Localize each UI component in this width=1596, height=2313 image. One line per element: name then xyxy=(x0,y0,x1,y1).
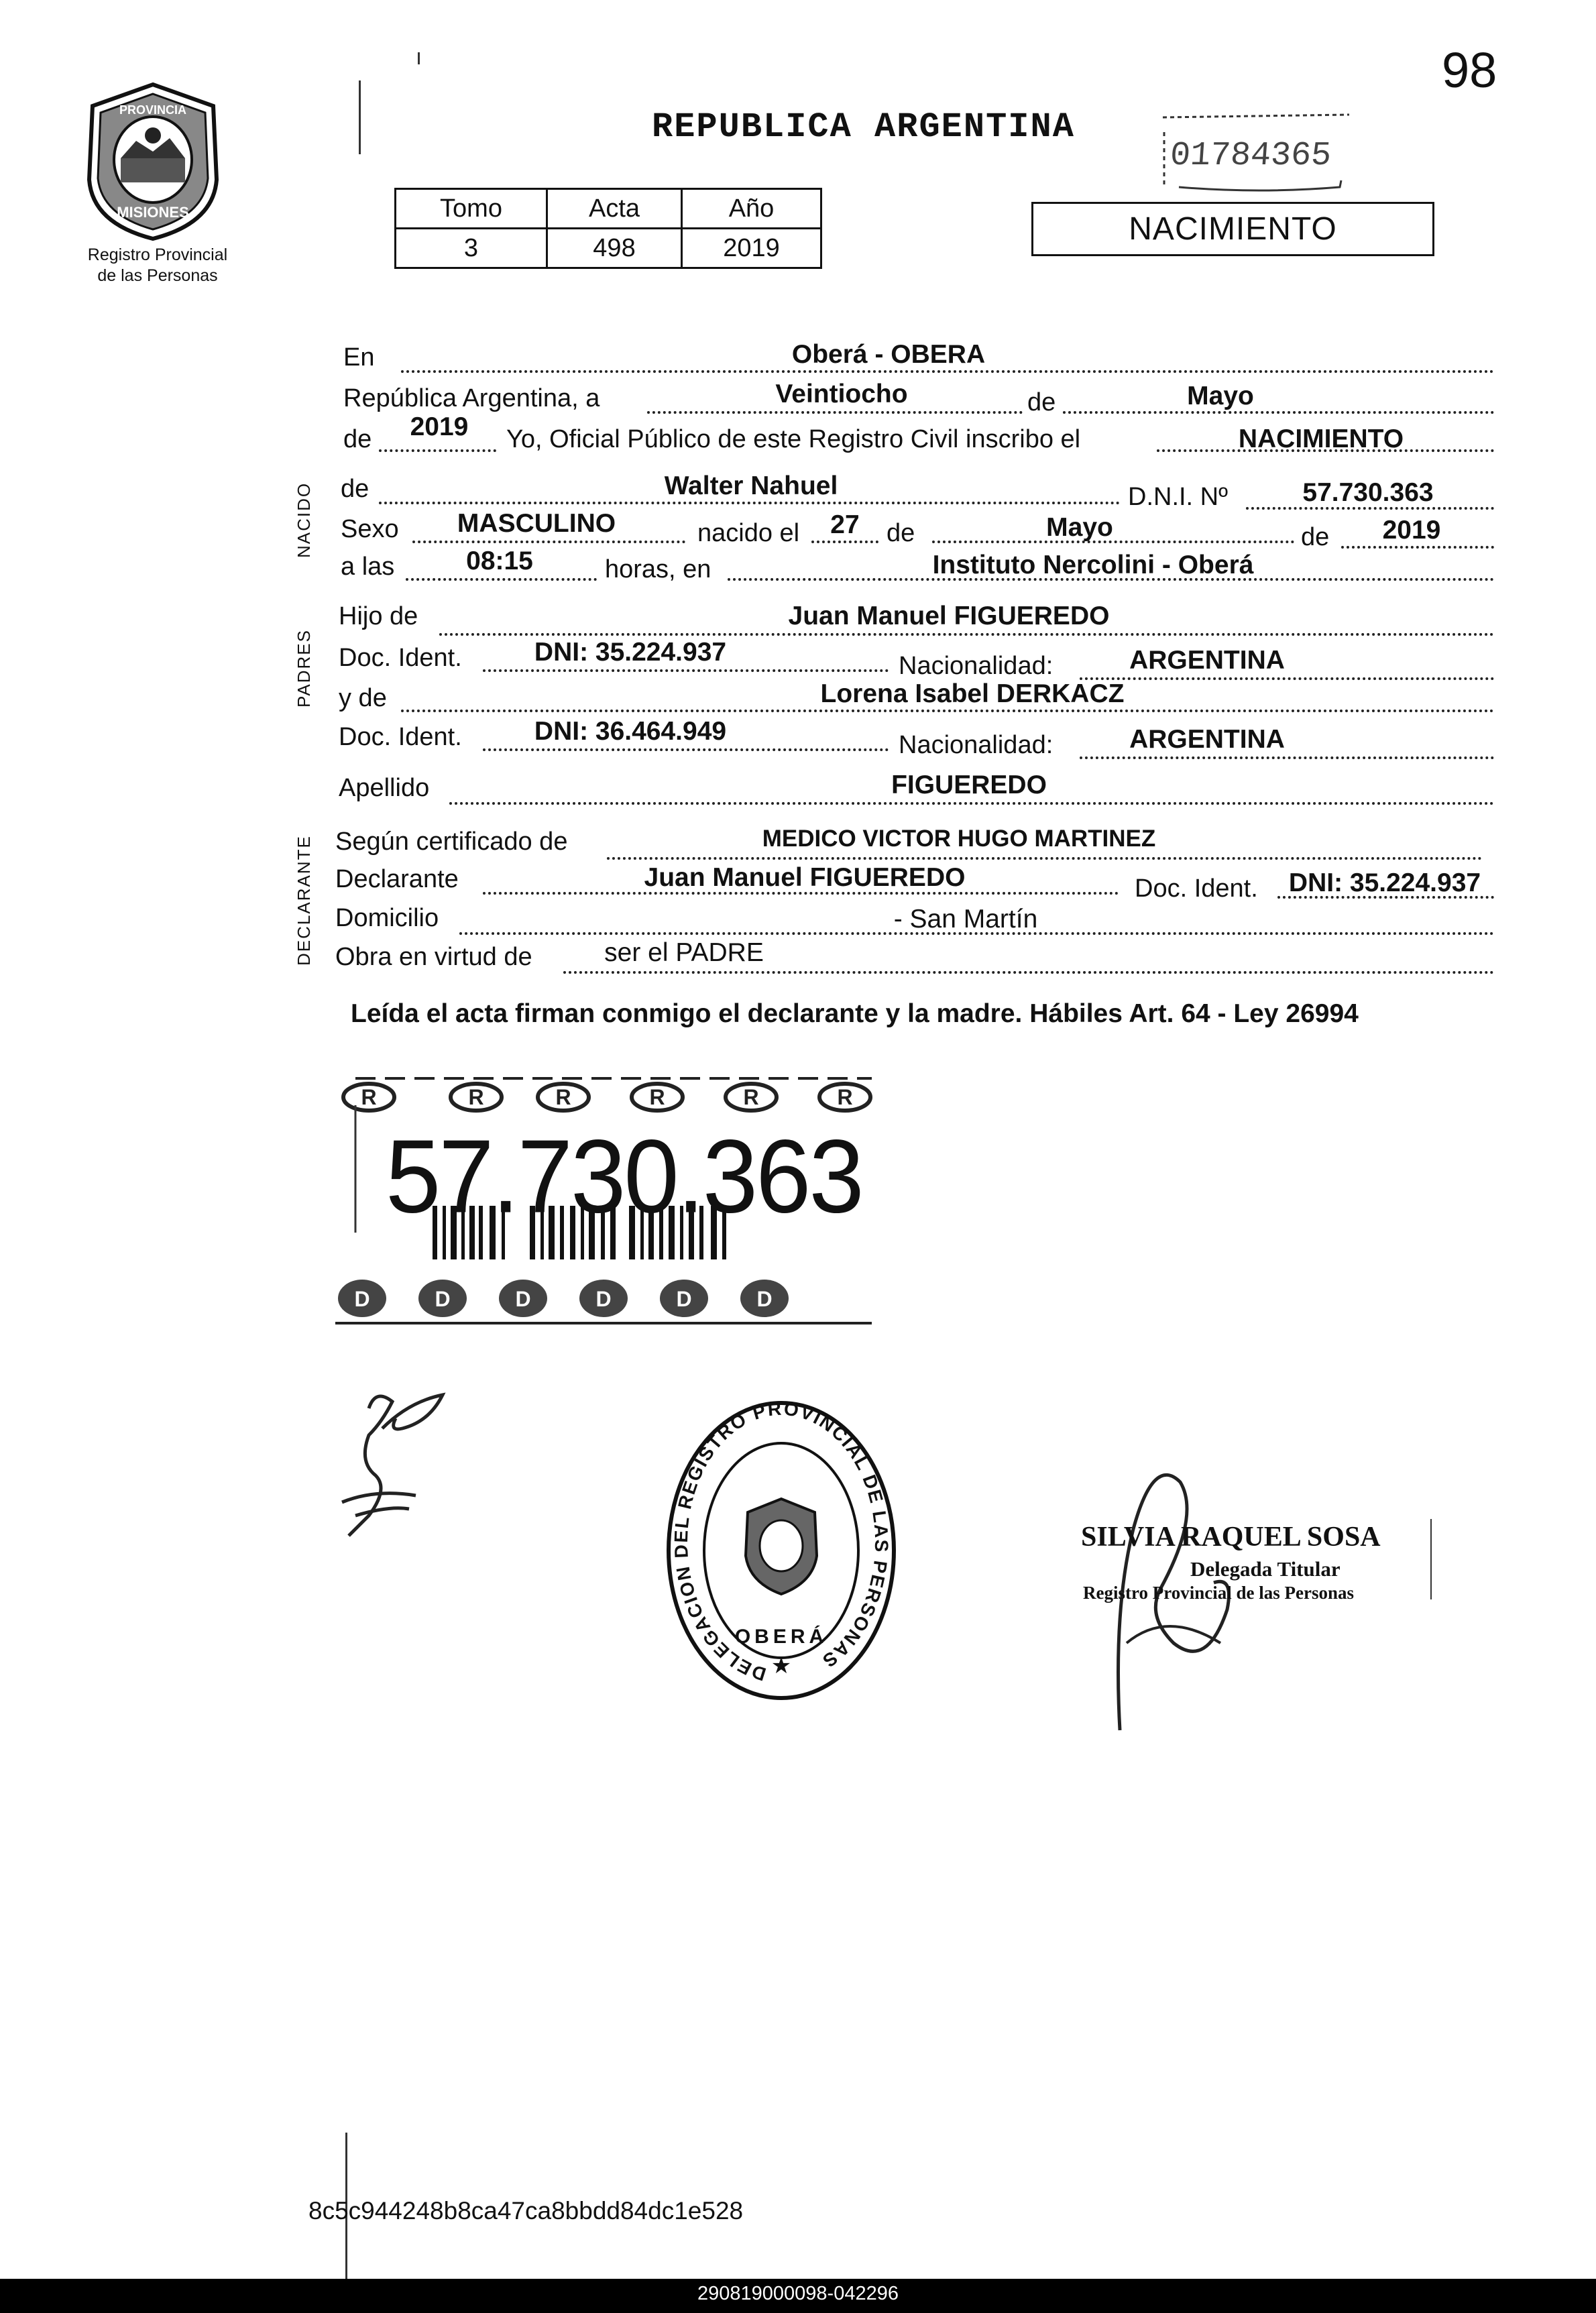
dotted-line xyxy=(439,633,1494,636)
dotted-line xyxy=(647,411,1023,414)
label-doc-ident: Doc. Ident. xyxy=(1135,875,1258,903)
label-de: de xyxy=(1301,523,1330,551)
dotted-line xyxy=(449,802,1494,805)
value-child-dni: 57.730.363 xyxy=(1302,478,1434,507)
value-place: Oberá - OBERA xyxy=(791,340,986,369)
label-domicilio: Domicilio xyxy=(335,904,439,932)
svg-text:D: D xyxy=(515,1287,531,1311)
svg-text:R: R xyxy=(649,1085,665,1109)
dotted-line xyxy=(1277,896,1494,899)
value-declarant-doc: DNI: 35.224.937 xyxy=(1288,868,1481,897)
label-nacido-el: nacido el xyxy=(697,519,800,547)
dotted-line xyxy=(406,578,597,581)
svg-text:R: R xyxy=(555,1085,571,1109)
value-declarant-name: Juan Manuel FIGUEREDO xyxy=(644,863,966,892)
value-mother-doc: DNI: 36.464.949 xyxy=(534,717,727,746)
label-yo-oficial: Yo, Oficial Público de este Registro Civil inscribo el xyxy=(506,425,1081,453)
dotted-line xyxy=(401,370,1494,373)
label-nacionalidad: Nacionalidad: xyxy=(899,652,1053,680)
value-birth-year: 2019 xyxy=(1382,516,1441,545)
side-label-nacido: NACIDO xyxy=(294,482,314,558)
svg-text:DELEGACION DEL REGISTRO PROVIN: DELEGACION DEL REGISTRO PROVINCIAL DE LAS PERSONAS xyxy=(670,1398,893,1685)
delegation-stamp xyxy=(664,1398,899,1703)
label-segun-certificado: Según certificado de xyxy=(335,828,568,856)
label-horas-en: horas, en xyxy=(605,555,711,583)
svg-text:MISIONES: MISIONES xyxy=(117,204,189,221)
dotted-line xyxy=(607,857,1482,860)
record-table-header-acta: Acta xyxy=(547,189,682,229)
side-label-padres: PADRES xyxy=(294,629,314,708)
label-hijo-de: Hijo de xyxy=(339,602,418,630)
closing-statement: Leída el acta firman conmigo el declarante y la madre. Hábiles Art. 64 - Ley 26994 xyxy=(351,999,1359,1028)
svg-text:D: D xyxy=(354,1287,370,1311)
value-day-words: Veintiocho xyxy=(775,380,908,408)
label-de: de xyxy=(343,425,372,453)
svg-text:D: D xyxy=(595,1287,612,1311)
dotted-line xyxy=(412,541,685,543)
svg-text:R: R xyxy=(743,1085,759,1109)
svg-text:R: R xyxy=(361,1085,377,1109)
value-month: Mayo xyxy=(1187,382,1254,410)
scan-mark xyxy=(359,80,361,154)
label-de: de xyxy=(1027,388,1056,416)
label-obra-en-virtud: Obra en virtud de xyxy=(335,943,532,971)
label-nacionalidad: Nacionalidad: xyxy=(899,731,1053,759)
record-table-acta: 498 xyxy=(547,229,682,268)
dotted-line xyxy=(483,669,889,672)
record-table-ano: 2019 xyxy=(682,229,821,268)
svg-text:OBERÁ: OBERÁ xyxy=(734,1626,828,1648)
dotted-line xyxy=(811,541,878,543)
label-republica: República Argentina, a xyxy=(343,384,600,412)
value-acting-as: ser el PADRE xyxy=(604,938,764,967)
value-child-name: Walter Nahuel xyxy=(664,471,838,500)
label-dni-no: D.N.I. Nº xyxy=(1128,483,1228,511)
svg-text:R: R xyxy=(837,1085,853,1109)
value-surname: FIGUEREDO xyxy=(891,771,1047,799)
svg-text:PROVINCIA: PROVINCIA xyxy=(119,103,187,117)
record-type: NACIMIENTO xyxy=(1031,202,1434,256)
dotted-line xyxy=(1341,546,1494,549)
scan-mark xyxy=(1430,1519,1432,1599)
value-certificate: MEDICO VICTOR HUGO MARTINEZ xyxy=(762,826,1156,852)
label-a-las: a las xyxy=(341,553,395,581)
serial-number: 01784365 xyxy=(1169,137,1333,175)
document-hash: 8c5c944248b8ca47ca8bbdd84dc1e528 xyxy=(308,2197,744,2224)
label-sexo: Sexo xyxy=(341,515,399,543)
record-table-header-tomo: Tomo xyxy=(396,189,547,229)
r-pattern-row-top xyxy=(343,1084,870,1111)
value-mother-nationality: ARGENTINA xyxy=(1129,725,1285,754)
value-birth-time: 08:15 xyxy=(466,547,533,575)
label-declarante: Declarante xyxy=(335,865,459,893)
record-table-header-ano: Año xyxy=(682,189,821,229)
label-de: de xyxy=(341,475,369,503)
svg-text:D: D xyxy=(435,1287,451,1311)
document-title: REPUBLICA ARGENTINA xyxy=(652,107,1075,147)
value-year: 2019 xyxy=(410,412,469,441)
scan-mark xyxy=(418,52,420,64)
value-birth-day: 27 xyxy=(830,510,860,539)
label-en: En xyxy=(343,343,375,372)
registry-label-line2: de las Personas xyxy=(97,266,218,285)
side-label-declarante: DECLARANTE xyxy=(294,835,314,966)
record-table xyxy=(394,188,822,269)
dni-label-number: 57.730.363 xyxy=(386,1118,862,1235)
dotted-line xyxy=(1080,756,1494,759)
value-mother-name: Lorena Isabel DERKACZ xyxy=(820,679,1125,708)
svg-text:D: D xyxy=(756,1287,773,1311)
dotted-line xyxy=(483,748,889,751)
label-y-de: y de xyxy=(339,684,387,712)
value-father-name: Juan Manuel FIGUEREDO xyxy=(788,602,1110,630)
svg-text:D: D xyxy=(676,1287,692,1311)
registry-label xyxy=(67,245,248,286)
label-doc-ident: Doc. Ident. xyxy=(339,644,462,672)
dotted-line xyxy=(379,449,496,452)
value-sex: MASCULINO xyxy=(457,509,616,538)
dotted-line xyxy=(401,710,1494,712)
svg-text:R: R xyxy=(468,1085,484,1109)
value-address: - San Martín xyxy=(893,905,1038,934)
record-table-tomo: 3 xyxy=(396,229,547,268)
d-pattern-row-bottom xyxy=(335,1280,872,1323)
label-de: de xyxy=(887,519,915,547)
official-organization: Registro Provincial de las Personas xyxy=(1083,1583,1354,1603)
value-birth-month: Mayo xyxy=(1046,513,1113,542)
value-act-type: NACIMIENTO xyxy=(1238,425,1404,453)
province-seal xyxy=(79,79,227,243)
declarant-signature xyxy=(329,1381,463,1542)
dotted-line xyxy=(379,502,1120,504)
footer-code: 290819000098-042296 xyxy=(697,2283,899,2304)
value-father-doc: DNI: 35.224.937 xyxy=(534,638,727,667)
official-name: SILVIA RAQUEL SOSA xyxy=(1081,1522,1381,1553)
page-number: 98 xyxy=(1442,42,1497,98)
dotted-line xyxy=(563,971,1494,974)
svg-text:★: ★ xyxy=(771,1652,792,1679)
label-apellido: Apellido xyxy=(339,774,430,802)
value-father-nationality: ARGENTINA xyxy=(1129,646,1285,675)
registry-label-line1: Registro Provincial xyxy=(87,245,228,264)
label-doc-ident: Doc. Ident. xyxy=(339,723,462,751)
value-birth-place: Instituto Nercolini - Oberá xyxy=(932,551,1254,579)
official-role: Delegada Titular xyxy=(1190,1557,1341,1581)
